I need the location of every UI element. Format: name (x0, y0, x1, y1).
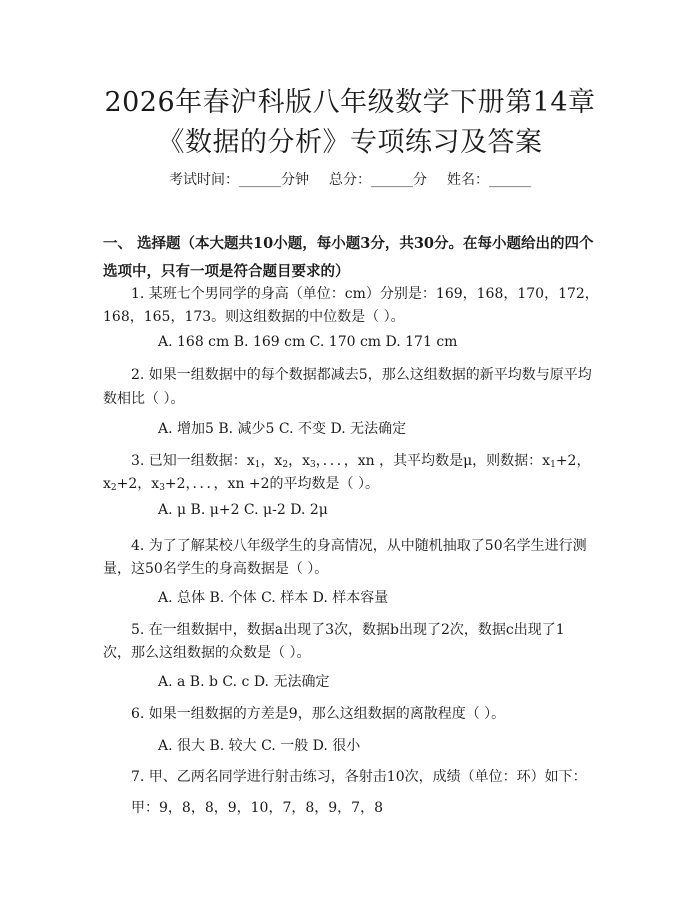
section-heading: 一、 选择题（本大题共10小题，每小题3分，共30分。在每小题给出的四个选项中，只有一项是符合题目要求的） (103, 235, 594, 280)
question-2-line-2: 数相比（ ）。 (103, 391, 185, 407)
total-score-field: 总分：______分 (329, 172, 427, 188)
question-4-line-2: 量，这50名学生的身高数据是（ ）。 (103, 561, 329, 577)
question-1-options: A. 168 cm B. 169 cm C. 170 cm D. 171 cm (158, 334, 458, 350)
exam-time-field: 考试时间：______分钟 (169, 172, 309, 188)
question-3-line-2: $x_2+2$，$x_3+2$，．．．，xn +2的平均数是（ ）。 (103, 476, 380, 493)
question-5-line-1: 5. 在一组数据中，数据a出现了3次，数据b出现了2次，数据c出现了1 (131, 622, 565, 638)
question-5-options: A. a B. b C. c D. 无法确定 (158, 674, 330, 690)
question-2-line-1: 2. 如果一组数据中的每个数据都减去5，那么这组数据的新平均数与原平均 (131, 367, 592, 383)
exam-info-row (0, 169, 700, 189)
question-5-line-2: 次，那么这组数据的众数是（ ）。 (103, 645, 311, 661)
question-3-options: A. μ B. μ+2 C. μ-2 D. 2μ (158, 502, 328, 518)
question-2-options: A. 增加5 B. 减少5 C. 不变 D. 无法确定 (158, 421, 407, 437)
question-7-line-1: 7. 甲、乙两名同学进行射击练习，各射击10次，成绩（单位：环）如下： (131, 769, 587, 785)
question-4-line-1: 4. 为了了解某校八年级学生的身高情况，从中随机抽取了50名学生进行测 (131, 538, 587, 554)
question-1-line-1: 1. 某班七个男同学的身高（单位：cm）分别是：169，168，170，172， (131, 286, 599, 302)
student-name-field: 姓名：______ (447, 172, 531, 188)
document-title-line-1: 2026年春沪科版八年级数学下册第14章 (104, 87, 596, 118)
question-1-line-2: 168，165，173。则这组数据的中位数是（ ）。 (103, 309, 405, 325)
question-4-options: A. 总体 B. 个体 C. 样本 D. 样本容量 (158, 590, 389, 606)
question-6-options: A. 很大 B. 较大 C. 一般 D. 很小 (158, 738, 361, 754)
question-3-line-1: 3. 已知一组数据：$x_1$，$x_2$，$x_3$，．．．，xn ，其平均数是μ，则数据：$x_1+2$， (131, 453, 591, 470)
document-title-line-2: 《数据的分析》专项练习及答案 (157, 127, 543, 158)
question-6-line-1: 6. 如果一组数据的方差是9，那么这组数据的离散程度（ ）。 (131, 706, 506, 722)
question-7-line-2: 甲：9，8，8，9，10，7，8，9，7，8 (131, 800, 383, 816)
